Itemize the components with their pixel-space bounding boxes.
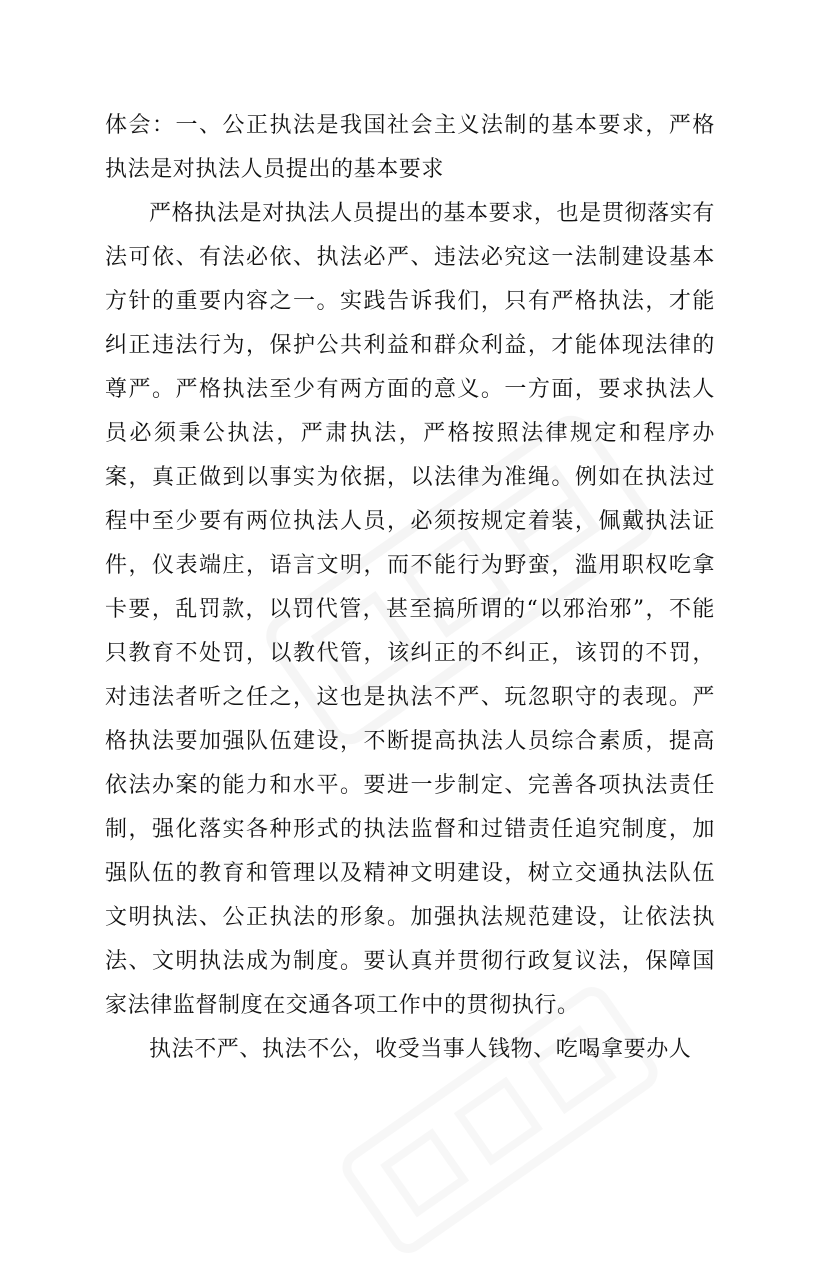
section-heading-paragraph: 体会：一、公正执法是我国社会主义法制的基本要求，严格执法是对执法人员提出的基本要求 (105, 113, 715, 182)
document-body (105, 104, 715, 1072)
body-paragraph: 严格执法是对执法人员提出的基本要求，也是贯彻落实有法可依、有法必依、执法必严、违法必究这一法制建设基本方针的重要内容之一。实践告诉我们，只有严格执法，才能纠正违法行为，保护公共利益和群众利益，才能体现法律的尊严。严格执法至少有两方面的意义。一方面，要求执法人员必须秉公执法，严肃执法，严格按照法律规定和程序办案，真正做到以事实为依据，以法律为准绳。例如在执法过程中至少要有两位执法人员，必须按规定着装，佩戴执法证件，仪表端庄，语言文明，而不能行为野蛮，滥用职权吃拿卡要，乱罚款，以罚代管，甚至搞所谓的“以邪治邪”，不能只教育不处罚，以教代管，该纠正的不纠正，该罚的不罚，对违法者听之任之，这也是执法不严、玩忽职守的表现。严格执法要加强队伍建设，不断提高执法人员综合素质，提高依法办案的能力和水平。要进一步制定、完善各项执法责任制，强化落实各种形式的执法监督和过错责任追究制度，加强队伍的教育和管理以及精神文明建设，树立交通执法队伍文明执法、公正执法的形象。加强执法规范建设，让依法执法、文明执法成为制度。要认真并贯彻行政复议法，保障国家法律监督制度在交通各项工作中的贯彻执行。 (105, 201, 715, 1018)
body-paragraph: 执法不严、执法不公，收受当事人钱物、吃喝拿要办人 (149, 1037, 692, 1062)
